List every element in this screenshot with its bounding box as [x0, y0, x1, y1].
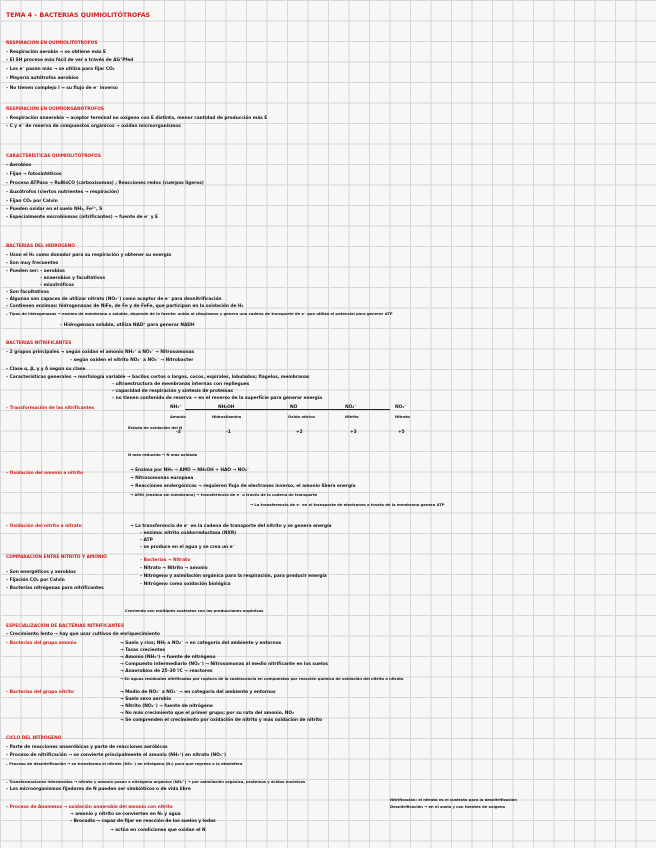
s8-line-2: – Proceso de nitrificación → se convierte principalmente el amonio (NH₄⁺) en nitrato (NO₃⁻)	[6, 753, 226, 758]
s4-line-7: – Algunas son capaces de utilizar nitrato (NO₃⁻) como aceptor de e⁻ para desnitrificación	[6, 297, 222, 302]
diagram-title: – Transformación de las nitrificantes	[6, 406, 95, 411]
s3-line-2: – Fijan → fotosintéticos	[6, 172, 62, 177]
nitrite-oxidation-line-1: → La transferencia de e⁻ en la cadena de transporte del nitrito y se genera energía	[130, 524, 332, 529]
s6-line-1: – Son energéticos y aerobios	[6, 570, 76, 575]
ammonium-oxidation-line-3: → Reacciones endergónicas → requieren flujo de electrones inverso, el amonio libera energía	[130, 484, 356, 489]
oxidation-state-note: Estado de oxidación del N	[128, 425, 183, 430]
s4-line-6: – Son facultativos	[6, 290, 49, 295]
s8-line-7: → amonio y nitrito se convierten en N₂ y agua	[70, 812, 181, 817]
s8-right-note-2: Desnitrificación → en el suelo y con fuentes de oxígeno	[390, 804, 506, 809]
label-nitrate: Nitrato	[395, 414, 410, 419]
ammonium-group-line-1: → Suelo y ríos; NH₃ a NO₂⁻ → en categoría del ambiente y entornos	[120, 641, 282, 646]
s1-line-3: – Los e⁻ pasan más → se utiliza para fijar CO₂	[6, 67, 115, 72]
step-nitric-oxide: NO	[290, 405, 298, 410]
ammonium-group-line-3: → Amonio (NH₄⁺) → fuente de nitrógeno	[120, 655, 216, 660]
ammonium-group-line-2: → Tasas crecientes	[120, 648, 166, 653]
heading-respiration-chemoorganotrophs: RESPIRACIÓN EN QUIMIORGANÓTROFOS	[6, 107, 105, 112]
state-4: +3	[350, 430, 357, 435]
s8-right-note: Nitrificación: el nitrato es el sustrato para la desnitrificación	[390, 797, 517, 802]
s6-line-2: – Fijación CO₂ por Calvin	[6, 578, 65, 583]
label-ammonium: Amonio	[170, 414, 186, 419]
s7-intro: – Crecimiento lento → hay que usar cultivos de enriquecimiento	[6, 632, 160, 637]
s1-line-1: – Respiración aerobia → se obtiene más E	[6, 50, 106, 55]
s3-line-3: – Proceso ATPasa → RuBisCO (carboxisomas) ; Reacciones redox (cuerpos ligeros)	[6, 181, 204, 186]
heading-comparison: COMPARACIÓN ENTRE NITRITO Y AMONIO	[6, 555, 107, 560]
s6-right-2: – Nitrato → Nitrito → amonio	[140, 566, 208, 571]
s3-line-7: – Especialmente microbiomas (nitrificantes) → fuente de e⁻ y E	[6, 215, 158, 220]
heading-nitrogen-cycle: CICLO DEL NITRÓGENO	[6, 736, 62, 741]
s4-line-3: – Pueden ser: – aerobios	[6, 269, 65, 274]
s8-line-6: – Proceso de Anammox → oxidación anaerobia del amonio con nitrito	[6, 805, 173, 810]
s4-line-8: – Contienen enzimas: hidrogenasas de NiFe, de Fe y de FeFe, que participan en la oxidación de H₂	[6, 304, 244, 309]
nitrite-group-line-2: → Suelo seco aerobio	[120, 697, 172, 702]
label-nitrite: Nitrito	[345, 414, 359, 419]
step-nitrate: NO₃⁻	[395, 405, 407, 410]
s2-line-2: – C y e⁻ de reserva de compuestos orgánicos → oxidan microorganismos	[6, 124, 181, 129]
s4-line-5: – mixotróficos	[40, 283, 74, 288]
nitrite-group-line-1: → Medio de NO₂⁻ a NO₃⁻ → en categoría del ambiente y entornos	[120, 690, 276, 695]
s8-line-9: → actúa en condiciones que oxidan el N	[110, 828, 206, 833]
s8-line-1: – Parte de reacciones anaeróbicas y parte de reacciones aeróbicas	[6, 745, 168, 750]
reduced-to-oxidized-note: N más reducido → N más oxidado	[128, 452, 198, 457]
nitrite-group-line-5: → Se comprenden el crecimiento por oxidación de nitrito y más oxidación de nitrito	[120, 718, 323, 723]
s8-line-3: – Proceso de desnitrificación → se transforma el nitrato (NO₃⁻) en nitrógeno (N₂) para que regrese a la atmósfera	[6, 761, 243, 766]
s6-right-3: – Nitrógeno y asimilación orgánica para la respiración, para producir energía	[140, 574, 327, 579]
s4-line-1: – Usan el H₂ como donador para su respiración y obtener su energía	[6, 253, 172, 258]
heading-ammonium-group: – Bacterias del grupo amonio	[6, 641, 77, 646]
diagram-arrow-line	[185, 409, 390, 410]
s5-line-6: – capacidad de respiración y síntesis de proteínas	[112, 389, 233, 394]
s6-right-1: – Bacterias → Nitrato	[140, 558, 191, 563]
page-title: TEMA 4 – BACTERIAS QUIMIOLITÓTROFAS	[6, 12, 151, 19]
heading-nitrifying-bacteria: BACTERIAS NITRIFICANTES	[6, 341, 72, 346]
heading-nitrite-oxidation: – Oxidación del nitrito a nitrato	[6, 524, 82, 529]
s5-line-3: – Clase α, β, γ y δ según su clase	[6, 367, 86, 372]
s3-line-1: – Aerobios	[6, 163, 32, 168]
ammonium-oxidation-line-4: → AMO (enzima sin membrana) → transferencia de e⁻ a través de la cadena de transporte	[130, 492, 318, 497]
nitrite-oxidation-line-2: – enzima: nitrito oxidorreductasa (NXR)	[140, 531, 237, 536]
ammonium-oxidation-line-1: → Enzima por NH₃ → AMO → NH₂OH + HAO → NO₂⁻	[130, 468, 250, 473]
s5-line-5: – ultraestructura de membranas internas con repliegues	[112, 382, 250, 387]
s5-line-7: – no tienen contenido de reserva → en el reverso de la superficie para generar energía	[112, 396, 323, 401]
nitrite-oxidation-line-4: – se produce en el agua y se crea un e⁻	[140, 545, 235, 550]
s4-line-2: – Son muy frecuentes	[6, 261, 59, 266]
ammonium-group-line-5: → Anaerobios de 25–30 ºC → reactores	[120, 669, 213, 674]
heading-ammonium-oxidation: – Oxidación del amonio a nitrito	[6, 471, 83, 476]
heading-characteristics: CARACTERÍSTICAS QUIMIOLITÓTROFOS	[6, 154, 101, 159]
ammonium-oxidation-line-2: → Nitrosomonas europaea	[130, 476, 194, 481]
s1-line-4: – Mayoría autótrofos aerobios	[6, 76, 79, 81]
heading-hydrogen-bacteria: BACTERIAS DEL HIDRÓGENO	[6, 244, 75, 249]
s1-line-5: – No tienen complejo I → su flujo de e⁻ inverso	[6, 86, 118, 91]
s3-line-4: – Auxótrofos (ciertos nutrientes → respiración)	[6, 190, 119, 195]
s5-line-2: – según oxiden el nitrito NO₂⁻ a NO₃⁻ → Nitrobacter	[70, 358, 194, 363]
state-1: -3	[176, 430, 181, 435]
s2-line-1: – Respiración anaerobia → aceptor terminal no oxígeno con E distinta, menor cantidad de producción más E	[6, 116, 268, 121]
heading-nitrite-group: – Bacterias del grupo nitrito	[6, 690, 74, 695]
nitrite-oxidation-line-3: – ATP	[140, 538, 153, 543]
s6-note: Creciendo con múltiples sustratos con las producciones orgánicas	[125, 608, 264, 613]
state-2: -1	[226, 430, 231, 435]
s4-line-10: – Hidrogenasa soluble, utiliza NAD⁺ para generar NADH	[60, 323, 195, 328]
s8-line-4: – Transformaciones intermedias → nitrato y amonio pasan a nitrógeno orgánico (NH₄⁺) → por asimilación orgánica, proteínas y ácidos nucleicos	[6, 779, 306, 784]
s6-line-3: – Bacterias nitrógenas para nitrificantes	[6, 586, 104, 591]
s1-line-2: – El SH proceso más fácil de ver a través de ΔG°Pfed	[6, 58, 134, 63]
label-hydroxylamine: Hidroxilamina	[212, 414, 242, 419]
nitrite-group-line-4: → No más crecimiento que el primer grupo; por su ruta del amonio, NO₂	[120, 711, 294, 716]
heading-specialization: ESPECIALIZACIÓN DE BACTERIAS NITRIFICANTES	[6, 624, 124, 629]
step-nitrite: NO₂⁻	[345, 405, 357, 410]
state-5: +5	[398, 430, 405, 435]
s3-line-6: – Pueden oxidar en el suelo NH₃, Fe²⁺, S	[6, 207, 103, 212]
s4-line-4: – anaerobios y facultativos	[40, 276, 106, 281]
s5-line-1: – 2 grupos principales → según oxidan el amonio NH₄⁺ a NO₂⁻ → Nitrosomonas	[6, 350, 195, 355]
step-hydroxylamine: NH₂OH	[218, 405, 235, 410]
s8-line-8: – Brocadia → capaz de fijar en reacción de los suelos y lodos	[70, 819, 216, 824]
s5-line-4: – Características generales → morfología variable → bacilos cortos o largos, cocos, espirales, lobulados; flagelos, membranas	[6, 375, 310, 380]
s8-line-5: – Los microorganismos fijadores de N pueden ser simbióticos o de vida libre	[6, 787, 191, 792]
ammonium-oxidation-line-5: → La transferencia de e⁻ en el transporte de electrones a través de la membrana genera ATP	[250, 502, 445, 507]
nitrite-group-line-3: → Nitrito (NO₂⁻) → fuente de nitrógeno	[120, 704, 213, 709]
ammonium-group-line-6: → En aguas residuales nitrificados por ruptura de la coalescencia en compuestos por reacción química de oxidación del nitrito a nitrato	[120, 676, 404, 681]
ammonium-group-line-4: → Compuesto intermediario (NO₂⁻) → Nitrosomonas al medio nitrificante en los suelos	[120, 662, 328, 667]
label-nitric-oxide: Óxido nítrico	[288, 414, 315, 419]
state-3: +2	[296, 430, 303, 435]
s6-right-4: – Nitrógeno como oxidación biológica	[140, 582, 231, 587]
step-ammonium: NH₄⁺	[170, 405, 182, 410]
s3-line-5: – Fijan CO₂ por Calvin	[6, 199, 58, 204]
s4-line-9: – Tipos de hidrogenasas → enzima de membrana o soluble, depende de la fuente: unida al citoplasma y genera una cadena de transporte de e⁻ que utiliza el potencial para generar ATP	[6, 311, 393, 316]
heading-respiration-chemolithotrophs: RESPIRACIÓN EN QUIMIOLITÓTROFOS	[6, 41, 98, 46]
